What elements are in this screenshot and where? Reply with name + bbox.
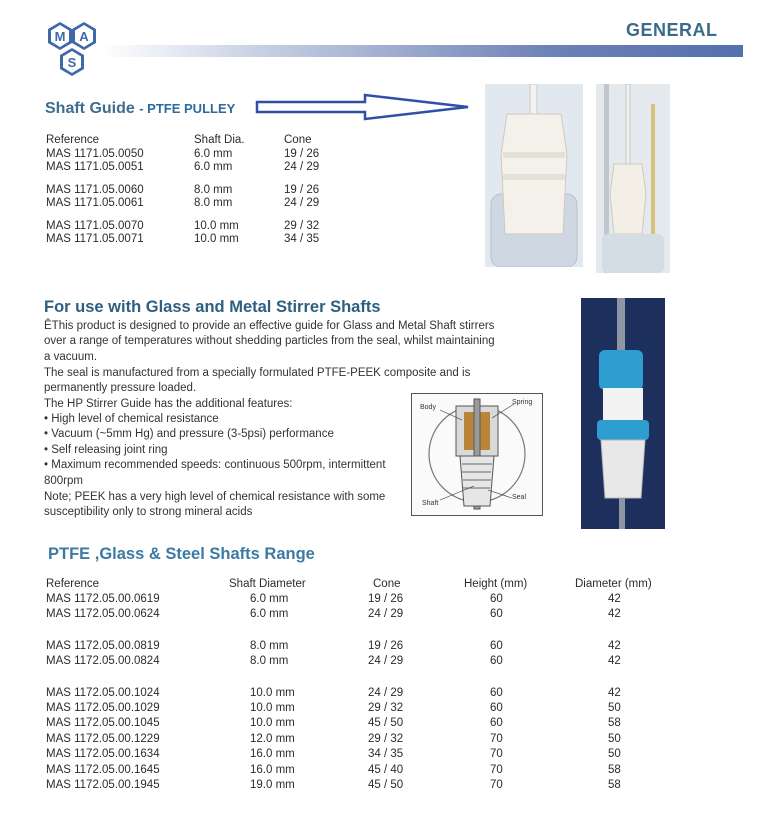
cell-height: 60 — [490, 639, 503, 652]
shafts-range-row — [46, 687, 666, 702]
cell-cone: 34 / 35 — [284, 233, 320, 245]
col-shaft-dia: Shaft Dia. — [194, 134, 245, 146]
cell-shaft: 6.0 mm — [250, 593, 289, 605]
cell-diameter: 58 — [608, 717, 621, 730]
cell-dia: 10.0 mm — [194, 233, 239, 245]
cell-shaft: 16.0 mm — [250, 748, 295, 761]
shafts-range-row — [46, 748, 666, 763]
shaft-guide-row — [46, 184, 346, 197]
cell-shaft: 12.0 mm — [250, 732, 295, 745]
shafts-range-table — [46, 578, 666, 794]
cell-cone: 19 / 26 — [368, 639, 404, 652]
shaft-guide-title-text: Shaft Guide — [45, 100, 135, 117]
cell-diameter: 42 — [608, 639, 621, 652]
shaft-guide-row — [46, 233, 346, 246]
cell-ref: MAS 1171.05.0060 — [46, 184, 144, 196]
shaft-guide-row — [46, 161, 346, 174]
cell-height: 60 — [490, 655, 503, 668]
svg-text:S: S — [67, 55, 77, 70]
cell-cone: 45 / 50 — [368, 778, 404, 791]
cell-cone: 45 / 40 — [368, 763, 404, 776]
cell-cone: 24 / 29 — [284, 197, 320, 209]
shafts-range-row — [46, 608, 666, 623]
cell-diameter: 42 — [608, 686, 621, 699]
stirrer-shafts-title: For use with Glass and Metal Stirrer Shafts — [44, 298, 381, 316]
shafts-range-row — [46, 702, 666, 717]
col-reference: Reference — [46, 134, 100, 146]
cell-ref: MAS 1172.05.00.1645 — [46, 763, 160, 776]
cell-cone: 34 / 35 — [368, 748, 404, 761]
arrow-icon — [255, 92, 470, 122]
cell-ref: MAS 1172.05.00.1945 — [46, 778, 160, 791]
feature-item: • Self releasing joint ring — [44, 443, 168, 456]
cell-cone: 29 / 32 — [368, 701, 404, 714]
shafts-range-row — [46, 779, 666, 794]
col-shaft-diameter: Shaft Diameter — [229, 578, 306, 590]
cell-dia: 8.0 mm — [194, 197, 233, 209]
shaft-guide-row — [46, 220, 346, 233]
shafts-range-row — [46, 655, 666, 670]
cell-shaft: 8.0 mm — [250, 655, 289, 668]
cell-shaft: 10.0 mm — [250, 701, 295, 714]
cell-diameter: 42 — [608, 608, 621, 621]
shafts-range-row — [46, 764, 666, 779]
cell-shaft: 19.0 mm — [250, 778, 295, 791]
svg-text:M: M — [54, 29, 66, 44]
seal-cross-section-diagram — [411, 393, 543, 516]
shafts-range-row — [46, 593, 666, 608]
cell-cone: 24 / 29 — [284, 161, 320, 173]
cell-shaft: 8.0 mm — [250, 639, 289, 652]
cell-diameter: 50 — [608, 732, 621, 745]
cell-ref: MAS 1172.05.00.0619 — [46, 593, 160, 605]
svg-text:A: A — [79, 29, 89, 44]
cell-shaft: 10.0 mm — [250, 717, 295, 730]
cell-cone: 19 / 26 — [368, 593, 404, 605]
shafts-range-title: PTFE ,Glass & Steel Shafts Range — [48, 545, 315, 563]
cell-ref: MAS 1171.05.0050 — [46, 148, 144, 160]
stirrer-guide-photo — [581, 298, 665, 529]
cell-cone: 29 / 32 — [284, 220, 320, 232]
shaft-guide-row — [46, 197, 346, 210]
diagram-label-body: Body — [420, 404, 436, 411]
cell-shaft: 10.0 mm — [250, 686, 295, 699]
col-cone: Cone — [373, 578, 401, 590]
cell-ref: MAS 1172.05.00.1229 — [46, 732, 160, 745]
cell-ref: MAS 1172.05.00.0824 — [46, 655, 160, 668]
shaft-guide-header-row — [46, 134, 346, 148]
note-paragraph: Note; PEEK has a very high level of chemical resistance with some susceptibility only to strong mineral acids — [44, 491, 386, 519]
cell-cone: 24 / 29 — [368, 608, 404, 621]
cell-ref: MAS 1171.05.0061 — [46, 197, 144, 209]
cell-shaft: 6.0 mm — [250, 608, 289, 621]
cell-cone: 29 / 32 — [368, 732, 404, 745]
shafts-range-header-row — [46, 578, 666, 593]
shaft-guide-table — [46, 134, 346, 246]
col-diameter: Diameter (mm) — [575, 578, 652, 590]
cell-height: 60 — [490, 608, 503, 621]
cell-shaft: 16.0 mm — [250, 763, 295, 776]
cell-height: 70 — [490, 763, 503, 776]
cell-ref: MAS 1171.05.0051 — [46, 161, 144, 173]
cell-height: 60 — [490, 686, 503, 699]
cell-diameter: 42 — [608, 655, 621, 668]
cell-diameter: 58 — [608, 778, 621, 791]
cell-cone: 19 / 26 — [284, 148, 320, 160]
cell-ref: MAS 1172.05.00.1045 — [46, 717, 160, 730]
diagram-label-seal: Seal — [512, 494, 527, 501]
cell-ref: MAS 1172.05.00.1634 — [46, 748, 160, 761]
cell-cone: 19 / 26 — [284, 184, 320, 196]
cell-dia: 6.0 mm — [194, 148, 233, 160]
col-reference: Reference — [46, 578, 100, 590]
col-height: Height (mm) — [464, 578, 528, 590]
cell-diameter: 42 — [608, 593, 621, 605]
features-intro: The HP Stirrer Guide has the additional features: — [44, 398, 293, 410]
cell-ref: MAS 1172.05.00.0624 — [46, 608, 160, 621]
cell-ref: MAS 1171.05.0071 — [46, 233, 144, 245]
ptfe-pulley-photo-1 — [485, 84, 583, 267]
intro-paragraph: ÊThis product is designed to provide an effective guide for Glass and Metal Shaft stirrers over a range of temperatures without shedding particles from the seal, whilst maintaining a vacuum. — [44, 320, 495, 363]
cell-ref: MAS 1172.05.00.0819 — [46, 639, 160, 652]
cell-dia: 8.0 mm — [194, 184, 233, 196]
cell-height: 70 — [490, 748, 503, 761]
shafts-range-row — [46, 717, 666, 732]
cell-diameter: 50 — [608, 701, 621, 714]
cell-height: 60 — [490, 701, 503, 714]
diagram-label-shaft: Shaft — [422, 500, 439, 507]
shaft-guide-row — [46, 148, 346, 161]
cell-ref: MAS 1172.05.00.1029 — [46, 701, 160, 714]
cell-cone: 24 / 29 — [368, 655, 404, 668]
diagram-label-spring: Spring — [512, 399, 533, 406]
shafts-range-row — [46, 640, 666, 655]
shaft-guide-subtitle: - PTFE PULLEY — [139, 101, 236, 116]
cell-cone: 45 / 50 — [368, 717, 404, 730]
feature-item: • Vacuum (~5mm Hg) and pressure (3-5psi) performance — [44, 428, 334, 441]
cell-dia: 6.0 mm — [194, 161, 233, 173]
header-gradient-bar — [100, 45, 743, 57]
feature-item: • Maximum recommended speeds: continuous 500rpm, intermittent 800rpm — [44, 459, 386, 487]
cell-diameter: 58 — [608, 763, 621, 776]
mas-logo — [40, 20, 102, 80]
shaft-guide-title — [45, 100, 235, 118]
cell-ref: MAS 1172.05.00.1024 — [46, 686, 160, 699]
shafts-range-row — [46, 733, 666, 748]
feature-item: • High level of chemical resistance — [44, 413, 219, 425]
seal-paragraph: The seal is manufactured from a specially formulated PTFE-PEEK composite and is permanently pressure loaded. — [44, 367, 471, 395]
cell-dia: 10.0 mm — [194, 220, 239, 232]
cell-cone: 24 / 29 — [368, 686, 404, 699]
features-list — [44, 412, 414, 489]
cell-height: 70 — [490, 778, 503, 791]
ptfe-pulley-photo-2 — [596, 84, 670, 273]
cell-height: 60 — [490, 593, 503, 605]
col-cone: Cone — [284, 134, 312, 146]
cell-diameter: 50 — [608, 748, 621, 761]
cell-height: 60 — [490, 717, 503, 730]
section-category-label: GENERAL — [626, 20, 718, 40]
cell-ref: MAS 1171.05.0070 — [46, 220, 144, 232]
cell-height: 70 — [490, 732, 503, 745]
